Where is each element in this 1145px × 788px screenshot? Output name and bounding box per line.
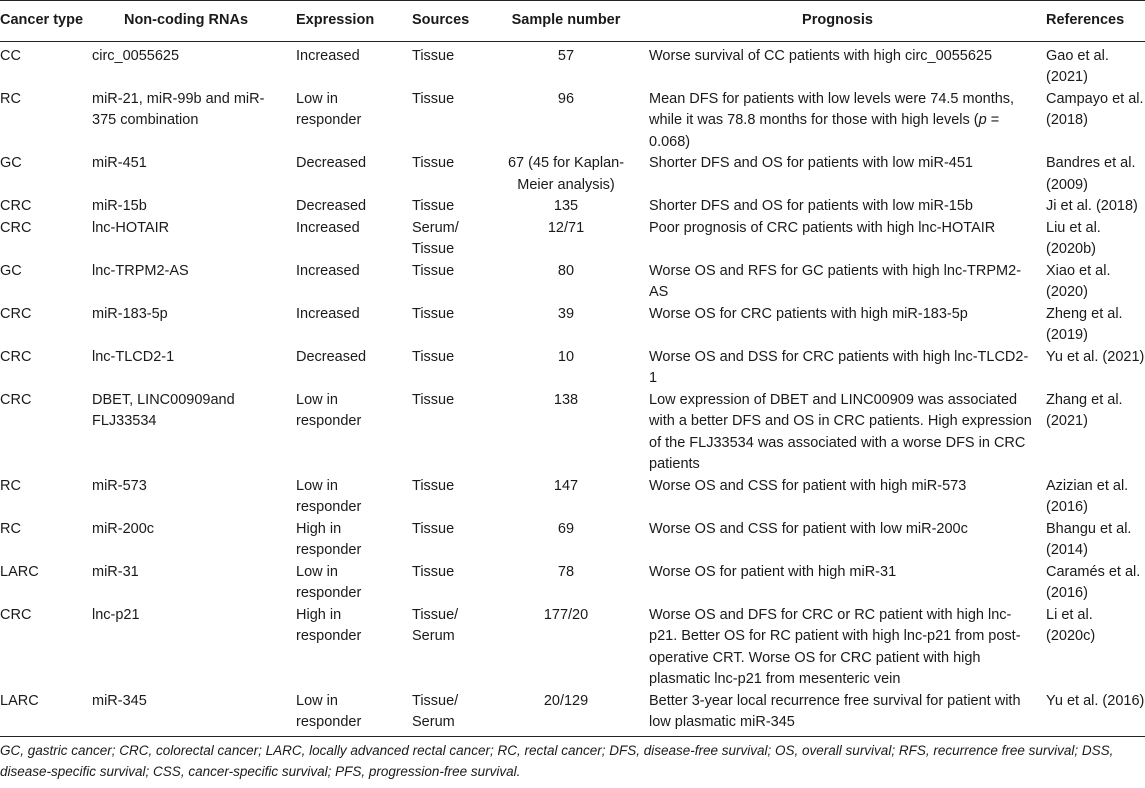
cell-expression: Increased (296, 262, 360, 279)
prognosis-text-end: = 0.068) (649, 112, 1000, 150)
table-row (0, 89, 1145, 154)
cell-source: Tissue (412, 155, 455, 171)
table-header (0, 1, 1145, 42)
cell-expression: Low in responder (288, 691, 406, 737)
cell-non-coding-rna: miR-31 (92, 563, 139, 580)
cell-non-coding-rna: miR-573 (92, 477, 147, 494)
cell-cancer-type: CRC (0, 198, 32, 214)
cell-sample-number: 69 (557, 520, 575, 537)
cell-non-coding-rna: miR-21, miR-99b and miR-375 combination (92, 90, 265, 128)
p-value-symbol: p (978, 112, 987, 128)
table-row (0, 347, 1145, 390)
table-body (0, 41, 1145, 736)
header-references: References (1036, 1, 1145, 42)
cell-cancer-type: RC (0, 477, 21, 494)
cell-expression: High in responder (296, 520, 362, 558)
cell-expression: Low in responder (296, 90, 362, 128)
cell-sample-number: 12/71 (547, 219, 585, 236)
cell-sample-number: 20/129 (493, 691, 639, 737)
cell-prognosis: Shorter DFS and OS for patients with low miR-15b (649, 198, 973, 214)
cell-reference: Gao et al. (2021) (1046, 47, 1109, 85)
cell-prognosis: Worse OS and CSS for patient with high miR-573 (649, 477, 967, 494)
cell-prognosis: Worse OS for CRC patients with high miR-183-5p (649, 305, 968, 322)
cell-cancer-type: CRC (0, 606, 32, 623)
cell-prognosis: Worse OS for patient with high miR-31 (649, 563, 897, 580)
cell-prognosis: Worse OS and CSS for patient with low miR-200c (649, 520, 968, 537)
table-row (0, 390, 1145, 476)
cell-source: Tissue (412, 47, 455, 64)
header-expression: Expression (288, 1, 406, 42)
cell-prognosis: Better 3-year local recurrence free survival for patient with low plasmatic miR-345 (639, 691, 1036, 737)
cell-non-coding-rna: miR-345 (84, 691, 288, 737)
cell-non-coding-rna: lnc-p21 (92, 606, 140, 623)
cell-sample-number: 10 (557, 348, 575, 365)
cell-cancer-type: GC (0, 262, 22, 279)
cell-non-coding-rna: lnc-TRPM2-AS (92, 262, 189, 279)
table-row (0, 519, 1145, 562)
cell-cancer-type: CC (0, 47, 21, 64)
cell-cancer-type: CRC (0, 348, 32, 365)
cell-non-coding-rna: lnc-TLCD2-1 (92, 348, 175, 365)
table-row (0, 691, 1145, 737)
cell-sample-number: 57 (557, 47, 575, 64)
cell-source: Tissue (412, 90, 455, 107)
cell-prognosis: Low expression of DBET and LINC00909 was associated with a better DFS and OS in CRC patients. High expression of the FLJ33534 was associated with a worse DFS in CRC patients (649, 391, 1032, 472)
cell-expression: Increased (296, 47, 360, 64)
table-row (0, 41, 1145, 89)
cell-prognosis (639, 89, 1036, 154)
cell-cancer-type: LARC (0, 691, 84, 737)
cell-expression: Decreased (296, 155, 367, 171)
cell-source: Tissue (412, 262, 455, 279)
cell-reference: Yu et al. (2016) (1036, 691, 1145, 737)
cell-non-coding-rna: miR-200c (92, 520, 155, 537)
cell-expression: Increased (296, 219, 360, 236)
cell-expression: Decreased (296, 198, 367, 214)
table-footnote: GC, gastric cancer; CRC, colorectal cancer; LARC, locally advanced rectal cancer; RC, rectal cancer; DFS, disease-free survival; OS, overall survival; RFS, recurrence free survival; DSS, disease-specific survival; CSS, cancer-specific survival; PFS, progression-free survival. (0, 743, 1114, 779)
cell-prognosis: Worse OS and DFS for CRC or RC patient with high lnc-p21. Better OS for RC patient with high lnc-p21 from post-operative CRT. Worse OS for CRC patient with high plasmatic lnc-p21 from mesenteric vein (649, 606, 1021, 687)
cell-source: Tissue (412, 391, 455, 408)
cell-source: Tissue (412, 520, 455, 537)
header-row (0, 1, 1145, 42)
cell-non-coding-rna: lnc-HOTAIR (92, 219, 170, 236)
header-prognosis: Prognosis (639, 1, 1036, 42)
cell-prognosis: Worse OS and DSS for CRC patients with high lnc-TLCD2-1 (649, 348, 1029, 386)
cell-expression: Low in responder (296, 477, 362, 515)
cell-prognosis: Shorter DFS and OS for patients with low miR-451 (649, 155, 973, 171)
table-row (0, 304, 1145, 347)
cell-sample-number: 135 (553, 198, 579, 214)
cell-non-coding-rna: circ_0055625 (92, 47, 180, 64)
cell-reference: Yu et al. (2021) (1046, 348, 1145, 365)
cell-reference: Liu et al. (2020b) (1046, 219, 1101, 257)
cell-cancer-type: GC (0, 155, 22, 171)
cell-cancer-type: RC (0, 90, 21, 107)
cell-source: Tissue (412, 305, 455, 322)
header-cancer-type: Cancer type (0, 1, 84, 42)
cell-sample-number: 67 (45 for Kaplan-Meier analysis) (507, 155, 625, 193)
table-row (0, 261, 1145, 304)
cell-reference: Azizian et al. (2016) (1046, 477, 1129, 515)
cell-expression: Increased (296, 305, 360, 322)
cell-cancer-type: CRC (0, 305, 32, 322)
cell-cancer-type: RC (0, 520, 21, 537)
cell-prognosis: Worse survival of CC patients with high circ_0055625 (649, 47, 993, 64)
cell-reference: Bhangu et al. (2014) (1046, 520, 1132, 558)
cell-sample-number: 80 (557, 262, 575, 279)
cell-non-coding-rna: miR-183-5p (92, 305, 168, 322)
cell-non-coding-rna: DBET, LINC00909and FLJ33534 (92, 391, 235, 429)
table-row (0, 605, 1145, 691)
cell-reference: Zhang et al. (2021) (1046, 391, 1123, 429)
cell-source: Tissue (412, 198, 455, 214)
cell-source: Tissue (412, 563, 455, 580)
cell-non-coding-rna: miR-451 (92, 155, 147, 171)
table-row (0, 153, 1145, 196)
cell-reference: Xiao et al. (2020) (1046, 262, 1111, 300)
cell-sample-number: 147 (553, 477, 579, 494)
cell-source: Serum/ Tissue (412, 219, 459, 257)
cell-sample-number: 78 (557, 563, 575, 580)
header-sources: Sources (406, 1, 493, 42)
cell-expression: High in responder (296, 606, 362, 644)
cell-source: Tissue (412, 348, 455, 365)
table-row (0, 562, 1145, 605)
cell-reference: Ji et al. (2018) (1046, 198, 1138, 214)
cell-source: Tissue (412, 477, 455, 494)
cell-reference: Campayo et al. (2018) (1046, 90, 1144, 128)
cell-source: Tissue/ Serum (412, 606, 459, 644)
prognosis-text: Mean DFS for patients with low levels were 74.5 months, while it was 78.8 months for those with high levels ( (649, 90, 1015, 128)
cell-expression: Decreased (296, 348, 367, 365)
cell-cancer-type: CRC (0, 219, 32, 236)
cell-prognosis: Poor prognosis of CRC patients with high lnc-HOTAIR (649, 219, 996, 236)
cell-expression: Low in responder (296, 563, 362, 601)
cell-sample-number: 39 (557, 305, 575, 322)
cell-non-coding-rna: miR-15b (92, 198, 147, 214)
cell-expression: Low in responder (296, 391, 362, 429)
table-row (0, 476, 1145, 519)
table-row (0, 196, 1145, 218)
cell-reference: Zheng et al. (2019) (1046, 305, 1123, 343)
header-non-coding-rnas: Non-coding RNAs (84, 1, 288, 42)
table-row (0, 218, 1145, 261)
cell-cancer-type: LARC (0, 563, 39, 580)
cell-reference: Li et al. (2020c) (1046, 606, 1096, 644)
header-sample-number: Sample number (493, 1, 639, 42)
cell-reference: Bandres et al. (2009) (1046, 155, 1136, 193)
cell-prognosis: Worse OS and RFS for GC patients with high lnc-TRPM2-AS (649, 262, 1022, 300)
cell-source: Tissue/ Serum (406, 691, 493, 737)
cell-sample-number: 177/20 (543, 606, 589, 623)
cell-cancer-type: CRC (0, 391, 32, 408)
cell-reference: Caramés et al. (2016) (1046, 563, 1141, 601)
cell-sample-number: 96 (557, 90, 575, 107)
cell-sample-number: 138 (553, 391, 579, 408)
